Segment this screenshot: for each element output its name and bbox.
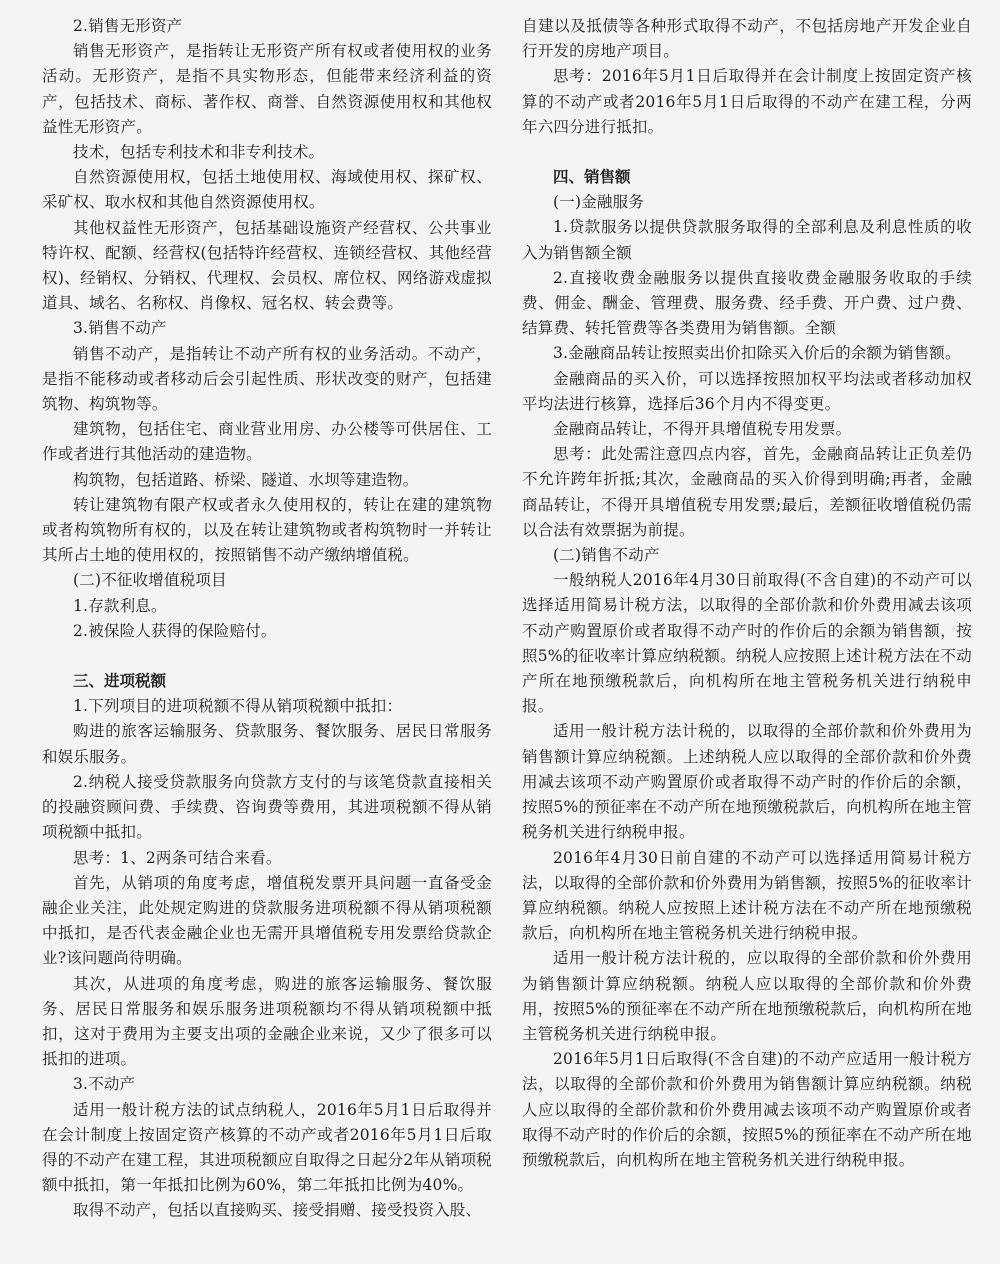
paragraph: (二)不征收增值税项目	[73, 571, 227, 590]
paragraph: 思考：2016年5月1日后取得并在会计制度上按固定资产核算的不动产或者2016年5月1日后取得的不动产在建工程，分两年六四分进行抵扣。	[522, 67, 972, 136]
paragraph: 1.贷款服务以提供贷款服务取得的全部利息及利息性质的收入为销售额全额	[522, 218, 972, 262]
paragraph: 思考：1、2两条可结合来看。	[73, 848, 282, 867]
paragraph: 2.纳税人接受贷款服务向贷款方支付的与该笔贷款直接相关的投融资顾问费、手续费、咨询费等费用，其进项税额不得从销项税额中抵扣。	[42, 772, 492, 842]
paragraph: 自然资源使用权，包括土地使用权、海域使用权、探矿权、采矿权、取水权和其他自然资源使用权。	[42, 168, 492, 212]
section-heading: 三、进项税额	[73, 672, 167, 691]
paragraph: 销售无形资产，是指转让无形资产所有权或者使用权的业务活动。无形资产，是指不具实物形态，但能带来经济利益的资产，包括技术、商标、著作权、商誉、自然资源使用权和其他权益性无形资产。	[42, 42, 492, 136]
paragraph: 构筑物，包括道路、桥梁、隧道、水坝等建造物。	[73, 470, 419, 489]
paragraph: 首先，从销项的角度考虑，增值税发票开具问题一直备受金融企业关注，此处规定购进的贷款服务进项税额不得从销项税额中抵扣，是否代表金融企业也无需开具增值税专用发票给贷款企业?该问题尚待明确。	[42, 873, 492, 968]
paragraph: 其次，从进项的角度考虑，购进的旅客运输服务、餐饮服务、居民日常服务和娱乐服务进项税额均不得从销项税额中抵扣，这对于费用为主要支出项的金融企业来说，又少了很多可以抵扣的进项。	[42, 974, 492, 1069]
paragraph: 1.下列项目的进项税额不得从销项税额中抵扣：	[73, 697, 403, 716]
paragraph: 适用一般计税方法计税的，以取得的全部价款和价外费用为销售额计算应纳税额。上述纳税人应以取得的全部价款和价外费用减去该项不动产购置原价或者取得不动产时的作价后的余额，按照5%的预征率在不动产所在地预缴税款后，向机构所在地主管税务机关进行纳税申报。	[522, 722, 972, 842]
paragraph: 2.销售无形资产	[73, 17, 183, 35]
paragraph: 购进的旅客运输服务、贷款服务、餐饮服务、居民日常服务和娱乐服务。	[42, 722, 492, 766]
section-spacer	[522, 140, 972, 165]
paragraph: 取得不动产，包括以直接购买、接受捐赠、接受投资入股、	[73, 1201, 482, 1220]
paragraph: 2016年4月30日前自建的不动产可以选择适用简易计税方法，以取得的全部价款和价外费用为销售额，按照5%的征收率计算应纳税额。纳税人应按照上述计税方法在不动产所在地预缴税款后，向机构所在地主管税务机关进行纳税申报。	[522, 848, 972, 943]
paragraph: 一般纳税人2016年4月30日前取得(不含自建)的不动产可以选择适用简易计税方法，以取得的全部价款和价外费用减去该项不动产购置原价或者取得不动产时的作价后的余额为销售额，按照5%的征收率计算应纳税额。纳税人应按照上述计税方法在不动产所在地预缴税款后，向机构所在地主管税务机关进行纳税申报。	[522, 571, 972, 716]
right-column	[522, 14, 972, 1264]
section-heading: 四、销售额	[553, 168, 631, 187]
paragraph: 2016年5月1日后取得(不含自建)的不动产应适用一般计税方法，以取得的全部价款和价外费用为销售额计算应纳税额。纳税人应以取得的全部价款和价外费用减去该项不动产购置原价或者取得不动产时的作价后的余额，按照5%的预征率在不动产所在地预缴税款后，向机构所在地主管税务机关进行纳税申报。	[522, 1050, 972, 1169]
paragraph: 其他权益性无形资产，包括基础设施资产经营权、公共事业特许权、配额、经营权(包括特许经营权、连锁经营权、其他经营权)、经销权、分销权、代理权、会员权、席位权、网络游戏虚拟道具、域名、名称权、肖像权、冠名权、转会费等。	[42, 218, 492, 313]
paragraph: 金融商品转让，不得开具增值税专用发票。	[553, 420, 852, 439]
paragraph: 2.被保险人获得的保险赔付。	[73, 621, 277, 640]
paragraph: 适用一般计税方法计税的，应以取得的全部价款和价外费用为销售额计算应纳税额。纳税人应以取得的全部价款和价外费用，按照5%的预征率在不动产所在地预缴税款后，向机构所在地主管税务机关进行纳税申报。	[522, 949, 972, 1043]
paragraph: 3.销售不动产	[73, 319, 167, 338]
left-column	[42, 14, 492, 1264]
paragraph: 1.存款利息。	[73, 596, 167, 615]
paragraph: 3.不动产	[73, 1075, 136, 1094]
paragraph: 销售不动产，是指转让不动产所有权的业务活动。不动产，是指不能移动或者移动后会引起性质、形状改变的财产，包括建筑物、构筑物等。	[42, 344, 492, 414]
paragraph: 技术，包括专利技术和非专利技术。	[73, 143, 325, 162]
paragraph: 思考：此处需注意四点内容，首先，金融商品转让正负差仍不允许跨年折抵;其次，金融商品的买入价得到明确;再者，金融商品转让，不得开具增值税专用发票;最后，差额征收增值税仍需以合法有效票据为前提。	[522, 445, 972, 539]
paragraph: 自建以及抵债等各种形式取得不动产，不包括房地产开发企业自行开发的房地产项目。	[522, 17, 972, 61]
paragraph: 建筑物，包括住宅、商业营业用房、办公楼等可供居住、工作或者进行其他活动的建造物。	[42, 420, 492, 464]
paragraph: (二)销售不动产	[553, 546, 660, 565]
paragraph: (一)金融服务	[553, 193, 644, 212]
section-spacer	[42, 644, 492, 669]
paragraph: 3.金融商品转让按照卖出价扣除买入价后的余额为销售额。	[553, 344, 961, 363]
paragraph: 2.直接收费金融服务以提供直接收费金融服务收取的手续费、佣金、酬金、管理费、服务费、经手费、开户费、过户费、结算费、转托管费等各类费用为销售额。全额	[522, 268, 972, 338]
paragraph: 转让建筑物有限产权或者永久使用权的，转让在建的建筑物或者构筑物所有权的，以及在转让建筑物或者构筑物时一并转让其所占土地的使用权的，按照销售不动产缴纳增值税。	[42, 495, 492, 565]
paragraph: 适用一般计税方法的试点纳税人，2016年5月1日后取得并在会计制度上按固定资产核算的不动产或者2016年5月1日后取得的不动产在建工程，其进项税额应自取得之日起分2年从销项税额中抵扣，第一年抵扣比例为60%，第二年抵扣比例为40%。	[42, 1100, 492, 1195]
paragraph: 金融商品的买入价，可以选择按照加权平均法或者移动加权平均法进行核算，选择后36个月内不得变更。	[522, 369, 972, 413]
